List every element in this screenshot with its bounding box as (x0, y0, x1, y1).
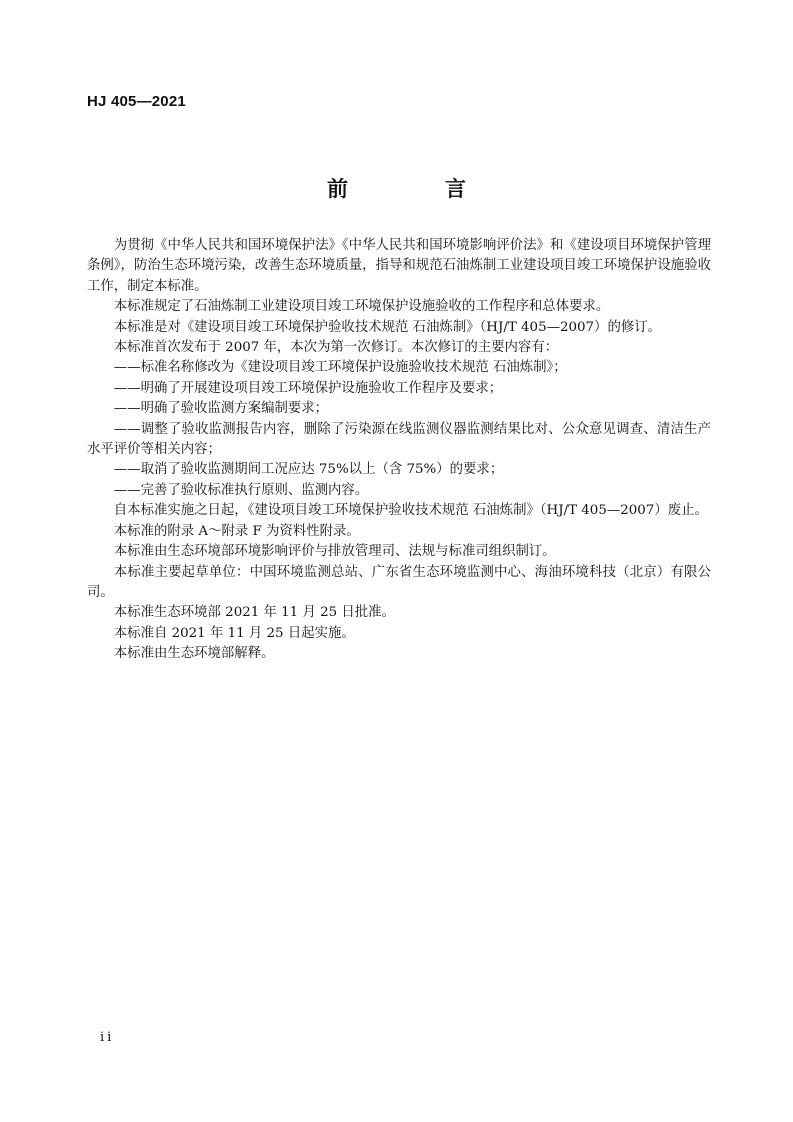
paragraph-approval: 本标准生态环境部 2021 年 11 月 25 日批准。 (113, 605, 395, 621)
change-item: ——调整了验收监测报告内容，删除了污染源在线监测仪器监测结果比对、公众意见调查、清洁生产水平评价等相关内容； (87, 421, 711, 458)
change-item: ——取消了验收监测期间工况应达 75%以上（含 75%）的要求； (113, 462, 504, 478)
change-item: ——明确了开展建设项目竣工环境保护设施验收工作程序及要求； (113, 380, 503, 396)
paragraph-drafters: 本标准主要起草单位：中国环境监测总站、广东省生态环境监测中心、海油环境科技（北京）有限公司。 (87, 564, 711, 600)
change-item: ——完善了验收标准执行原则、监测内容。 (113, 482, 369, 498)
paragraph-appendix: 本标准的附录 A～附录 F 为资料性附录。 (113, 523, 360, 539)
paragraph-interpretation: 本标准由生态环境部解释。 (113, 646, 275, 662)
standard-code: HJ 405—2021 (87, 93, 186, 110)
page-number: ii (100, 1030, 115, 1045)
paragraph-scope: 本标准规定了石油炼制工业建设项目竣工环境保护设施验收的工作程序和总体要求。 (113, 299, 610, 315)
paragraph-abolish: 自本标准实施之日起，《建设项目竣工环境保护验收技术规范 石油炼制》（HJ/T 405—2007）废止。 (113, 503, 708, 519)
page-title: 前 言 (327, 177, 504, 201)
change-item: ——明确了验收监测方案编制要求； (113, 401, 329, 417)
paragraph-history: 本标准首次发布于 2007 年，本次为第一次修订。本次修订的主要内容有： (113, 340, 559, 356)
change-item: ——标准名称修改为《建设项目竣工环境保护设施验收技术规范 石油炼制》； (113, 360, 567, 376)
paragraph-organizer: 本标准由生态环境部环境影响评价与排放管理司、法规与标准司组织制订。 (113, 544, 556, 560)
paragraph-effective: 本标准自 2021 年 11 月 25 日起实施。 (113, 625, 355, 641)
paragraph-revision: 本标准是对《建设项目竣工环境保护验收技术规范 石油炼制》（HJ/T 405—2007）的修订。 (113, 319, 662, 335)
foreword-body (87, 236, 711, 665)
paragraph-purpose: 为贯彻《中华人民共和国环境保护法》《中华人民共和国环境影响评价法》和《建设项目环境保护管理条例》，防治生态环境污染，改善生态环境质量，指导和规范石油炼制工业建设项目竣工环境保护设施验收工作，制定本标准。 (87, 238, 711, 294)
